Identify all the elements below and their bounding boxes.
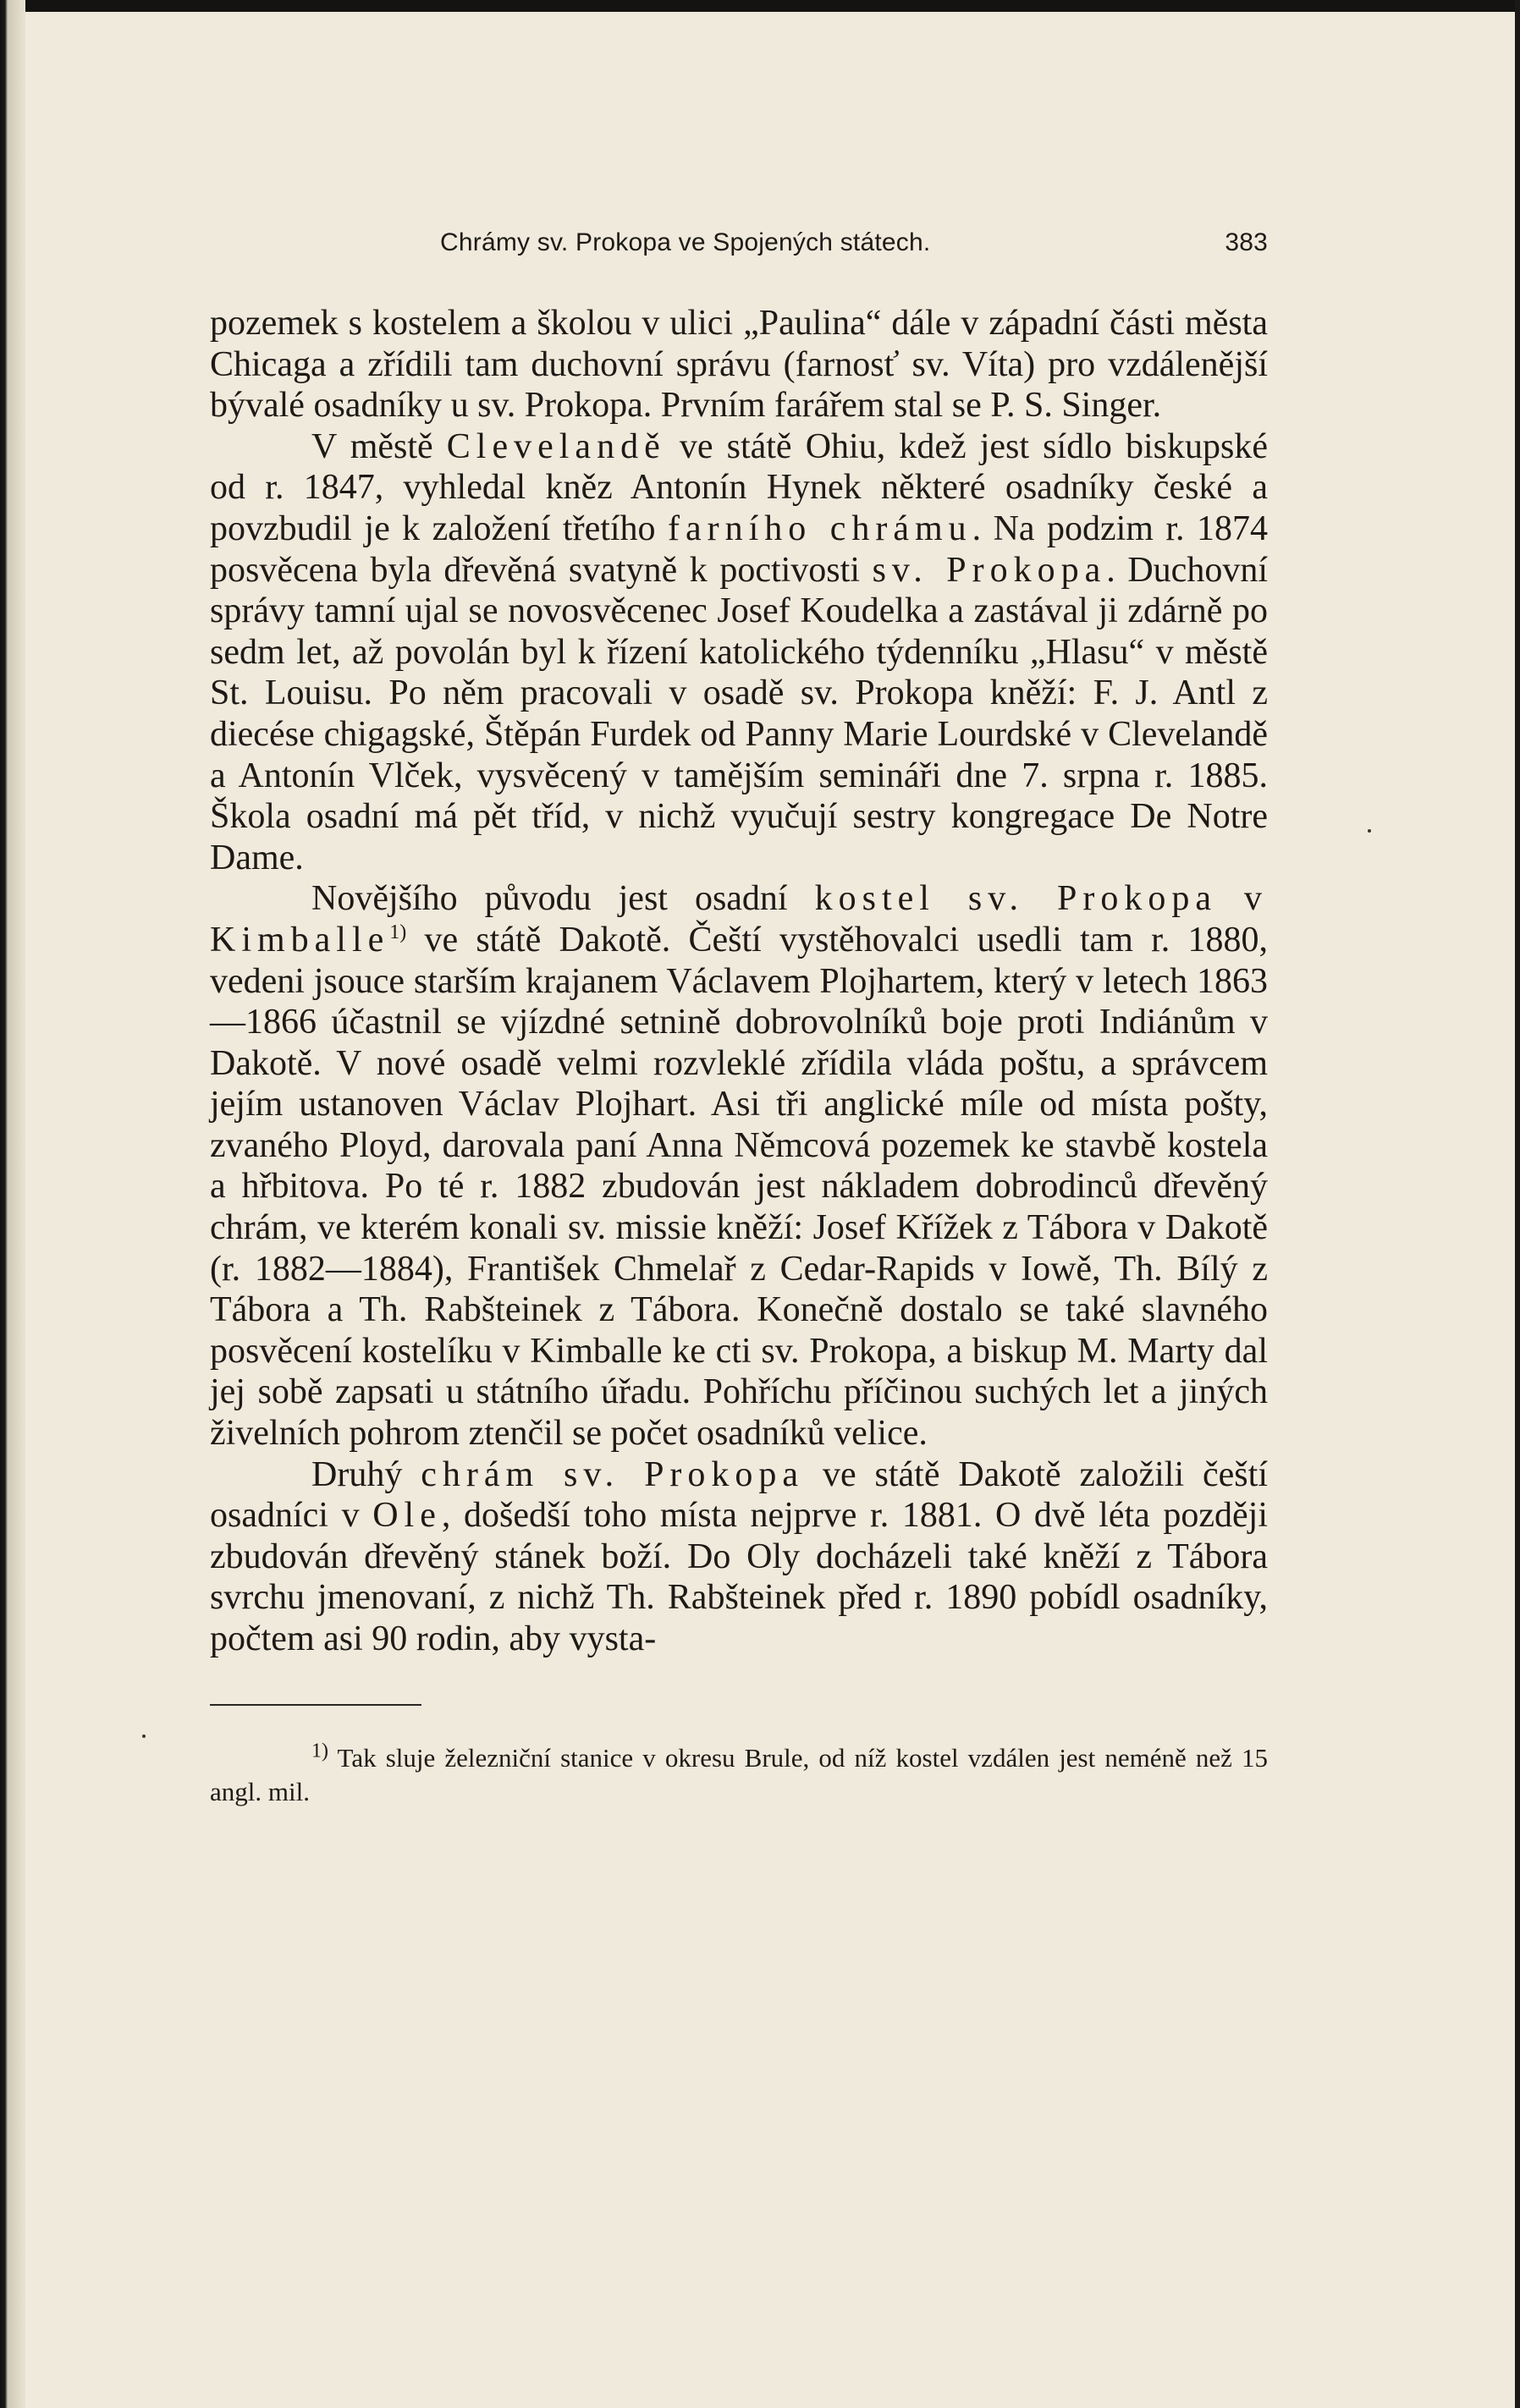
paragraph-4-part-e: , došedší toho místa nejprve r. 1881. O dvě léta později zbudován dřevěný stánek boží. Do Oly docházeli také kněží z Tábora svrchu jmenovaní, z nichž Th. Rabšteinek před r. 1890 pobídl osadníky, počtem asi 90 rodin, aby vysta- — [210, 1496, 1269, 1658]
scan-top-border — [0, 0, 1520, 12]
body-text — [210, 303, 1268, 1660]
emphasis-clevelande: Clevelandě — [446, 426, 666, 466]
scan-right-border — [1515, 0, 1520, 2408]
book-page — [210, 222, 1268, 1809]
running-header — [210, 222, 1268, 267]
paragraph-4-part-c: ve státě Dakotě založili čeští osadníci v — [210, 1454, 1268, 1536]
emphasis-sv-prokopa: sv. Prokopa — [872, 550, 1107, 590]
paragraph-1-text: pozemek s kostelem a školou v ulici „Paulina“ dále v západní části města Chicaga a zřídili tam duchovní správu (farnosť sv. Víta) pro vzdálenější bývalé osadníky u sv. Prokopa. Prvním farářem stal se P. S. Singer. — [210, 304, 1268, 426]
running-title: Chrámy sv. Prokopa ve Spojených státech. — [440, 228, 931, 256]
emphasis-v-kimballe: v Kimballe — [210, 879, 1268, 959]
paragraph-2-part-e: . Na podzim r. 1874 posvěcena byla dřevěná svatyně k poctivosti — [210, 509, 1268, 590]
paragraph-3-part-a: Novějšího původu jest osadní — [311, 879, 815, 919]
paragraph-2-part-g: . Duchovní správy tamní ujal se novosvěcenec Josef Koudelka a zastával ji zdárně po sedm let, až povolán byl k řízení katolického týdenníku „Hlasu“ v městě St. Louisu. Po něm pracovali v osadě sv. Prokopa kněží: F. J. Antl z diecése chigagské, Štěpán Furdek od Panny Marie Lourdské v Clevelandě a Antonín Vlček, vysvěcený v tamějším semináři dne 7. srpna r. 1885. Škola osadní má pět tříd, v nichž vyučují sestry kongregace De Notre Dame. — [210, 550, 1268, 877]
paper-speck — [142, 1735, 146, 1738]
footnote-mark — [210, 1740, 328, 1773]
footnote-text: Tak sluje železniční stanice v okresu Brule, od níž kostel vzdálen jest neméně než 15 angl. mil. — [210, 1742, 1268, 1806]
paragraph-4 — [210, 1454, 1268, 1660]
footnote-separator — [210, 1704, 421, 1706]
emphasis-chram-sv-prokopa: chrám sv. Prokopa — [421, 1454, 805, 1494]
paragraph-3-part-e: ve státě Dakotě. Čeští vystěhovalci usedli tam r. 1880, vedeni jsouce starším krajanem Václavem Plojhartem, který v letech 1863—1866 účastnil se vjízdné setnině dobrovolníků boje proti Indiánům v Dakotě. V nové osadě velmi rozvleklé zřídila vláda poštu, a správcem jejím ustanoven Václav Plojhart. Asi tři anglické míle od místa pošty, zvaného Ployd, darovala paní Anna Němcová pozemek ke stavbě kostela a hřbitova. Po té r. 1882 zbudován jest nákladem dobrodinců dřevěný chrám, ve kterém konali sv. missie kněží: Josef Křížek z Tábora v Dakotě (r. 1882—1884), František Chmelař z Cedar-Rapids v Iowě, Th. Bílý z Tábora a Th. Rabšteinek z Tábora. Konečně dostalo se také slavného posvěcení kostelíku v Kimballe ke cti sv. Prokopa, a biskup M. Marty dal jej sobě zapsati u státního úřadu. Pohříchu příčinou suchých let a jiných živelních pohrom ztenčil se počet osadníků velice. — [210, 920, 1268, 1454]
footnote-mark-number: 1) — [311, 1740, 328, 1762]
footnote — [210, 1741, 1268, 1809]
footnote-reference: 1) — [389, 921, 407, 943]
emphasis-ole: Ole — [372, 1496, 442, 1536]
emphasis-kostel-sv-prokopa: kostel sv. Prokopa — [814, 879, 1217, 919]
paragraph-3 — [210, 878, 1268, 1454]
paragraph-2-part-a: V městě — [311, 426, 447, 466]
paragraph-1 — [210, 303, 1268, 426]
emphasis-farniho-chramu: farního chrámu — [667, 509, 972, 548]
scan-left-binding-edge — [0, 0, 25, 2408]
page-number: 383 — [1225, 228, 1268, 256]
paragraph-2 — [210, 426, 1268, 879]
paragraph-4-part-a: Druhý — [311, 1454, 421, 1494]
paper-speck — [1368, 829, 1371, 833]
paragraph-3-space — [1217, 879, 1244, 918]
paragraph-2-part-c: ve státě Ohiu, kdež jest sídlo biskupské od r. 1847, vyhledal kněz Antonín Hynek některé osadníky české a povzbudil je k založení třetího — [210, 426, 1268, 548]
